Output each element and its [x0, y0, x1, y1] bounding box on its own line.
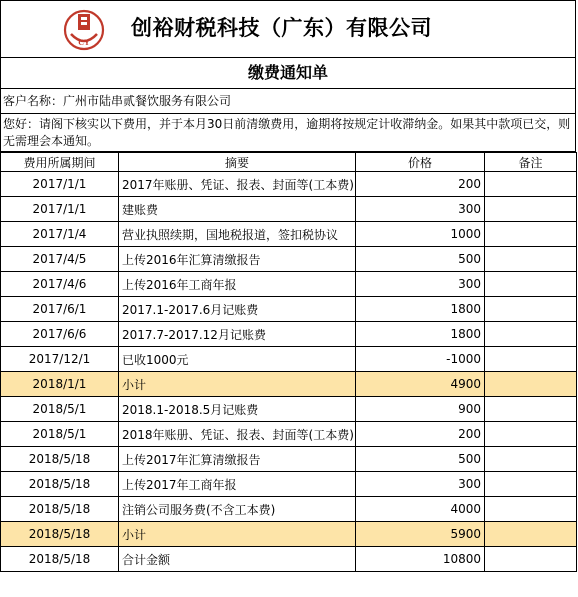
- cell-summary: 已收1000元: [119, 347, 356, 372]
- company-logo-icon: [63, 8, 105, 52]
- cell-price: 1800: [356, 322, 485, 347]
- cell-price: 10800: [356, 547, 485, 572]
- cell-summary: 上传2017年汇算清缴报告: [119, 447, 356, 472]
- cell-note: [485, 422, 577, 447]
- cell-price: 1000: [356, 222, 485, 247]
- cell-period: 2017/4/5: [1, 247, 119, 272]
- cell-period: 2018/5/1: [1, 397, 119, 422]
- cell-period: 2018/5/18: [1, 447, 119, 472]
- fee-table: [0, 152, 577, 572]
- header-price: 价格: [356, 153, 485, 172]
- cell-period: 2018/5/18: [1, 472, 119, 497]
- table-row: [1, 172, 577, 197]
- table-row: [1, 272, 577, 297]
- cell-note: [485, 522, 577, 547]
- cell-price: 5900: [356, 522, 485, 547]
- cell-note: [485, 397, 577, 422]
- table-row: [1, 422, 577, 447]
- cell-note: [485, 172, 577, 197]
- header-period: 费用所属期间: [1, 153, 119, 172]
- cell-summary: 2018年账册、凭证、报表、封面等(工本费): [119, 422, 356, 447]
- cell-summary: 2018.1-2018.5月记账费: [119, 397, 356, 422]
- cell-note: [485, 372, 577, 397]
- cell-period: 2017/1/1: [1, 172, 119, 197]
- company-name: 创裕财税科技（广东）有限公司: [131, 16, 432, 40]
- table-row: [1, 347, 577, 372]
- cell-period: 2017/1/4: [1, 222, 119, 247]
- cell-summary: 营业执照续期，国地税报道，签扣税协议: [119, 222, 356, 247]
- cell-summary: 2017.1-2017.6月记账费: [119, 297, 356, 322]
- logo-text: CY: [78, 38, 90, 47]
- cell-note: [485, 347, 577, 372]
- cell-note: [485, 547, 577, 572]
- cell-note: [485, 222, 577, 247]
- cell-period: 2018/1/1: [1, 372, 119, 397]
- cell-summary: 上传2017年工商年报: [119, 472, 356, 497]
- header-summary: 摘要: [119, 153, 356, 172]
- cell-price: 500: [356, 447, 485, 472]
- subtotal-row: [1, 372, 577, 397]
- cell-price: 300: [356, 197, 485, 222]
- cell-note: [485, 297, 577, 322]
- cell-period: 2017/1/1: [1, 197, 119, 222]
- table-row: [1, 547, 577, 572]
- cell-price: 4000: [356, 497, 485, 522]
- table-row: [1, 322, 577, 347]
- cell-price: 300: [356, 272, 485, 297]
- cell-period: 2018/5/18: [1, 497, 119, 522]
- table-row: [1, 297, 577, 322]
- customer-name: 客户名称：广州市陆串贰餐饮服务有限公司: [0, 89, 576, 114]
- cell-note: [485, 247, 577, 272]
- cell-note: [485, 197, 577, 222]
- table-row: [1, 472, 577, 497]
- cell-period: 2017/6/6: [1, 322, 119, 347]
- cell-note: [485, 272, 577, 297]
- cell-note: [485, 322, 577, 347]
- cell-summary: 合计金额: [119, 547, 356, 572]
- notice-title: 缴费通知单: [0, 57, 576, 89]
- cell-price: 300: [356, 472, 485, 497]
- cell-price: 1800: [356, 297, 485, 322]
- table-row: [1, 447, 577, 472]
- cell-summary: 注销公司服务费(不含工本费): [119, 497, 356, 522]
- header-note: 备注: [485, 153, 577, 172]
- cell-period: 2018/5/18: [1, 547, 119, 572]
- cell-period: 2017/6/1: [1, 297, 119, 322]
- cell-price: 4900: [356, 372, 485, 397]
- table-row: [1, 397, 577, 422]
- subtotal-row: [1, 522, 577, 547]
- notice-message: 您好：请阁下核实以下费用，并于本月30日前清缴费用，逾期将按规定计收滞纳金。如果其中款项已交，则无需理会本通知。: [0, 114, 576, 152]
- cell-price: 900: [356, 397, 485, 422]
- cell-period: 2017/4/6: [1, 272, 119, 297]
- cell-summary: 2017年账册、凭证、报表、封面等(工本费): [119, 172, 356, 197]
- cell-summary: 小计: [119, 372, 356, 397]
- cell-summary: 上传2016年工商年报: [119, 272, 356, 297]
- cell-price: 200: [356, 172, 485, 197]
- cell-period: 2017/12/1: [1, 347, 119, 372]
- cell-period: 2018/5/18: [1, 522, 119, 547]
- table-row: [1, 197, 577, 222]
- cell-summary: 2017.7-2017.12月记账费: [119, 322, 356, 347]
- cell-summary: 小计: [119, 522, 356, 547]
- cell-note: [485, 497, 577, 522]
- fee-table-header: [1, 153, 577, 172]
- cell-summary: 建账费: [119, 197, 356, 222]
- table-row: [1, 247, 577, 272]
- cell-summary: 上传2016年汇算清缴报告: [119, 247, 356, 272]
- cell-note: [485, 447, 577, 472]
- document-header: [0, 0, 576, 57]
- cell-note: [485, 472, 577, 497]
- cell-price: 500: [356, 247, 485, 272]
- cell-price: 200: [356, 422, 485, 447]
- cell-price: -1000: [356, 347, 485, 372]
- table-row: [1, 222, 577, 247]
- table-row: [1, 497, 577, 522]
- cell-period: 2018/5/1: [1, 422, 119, 447]
